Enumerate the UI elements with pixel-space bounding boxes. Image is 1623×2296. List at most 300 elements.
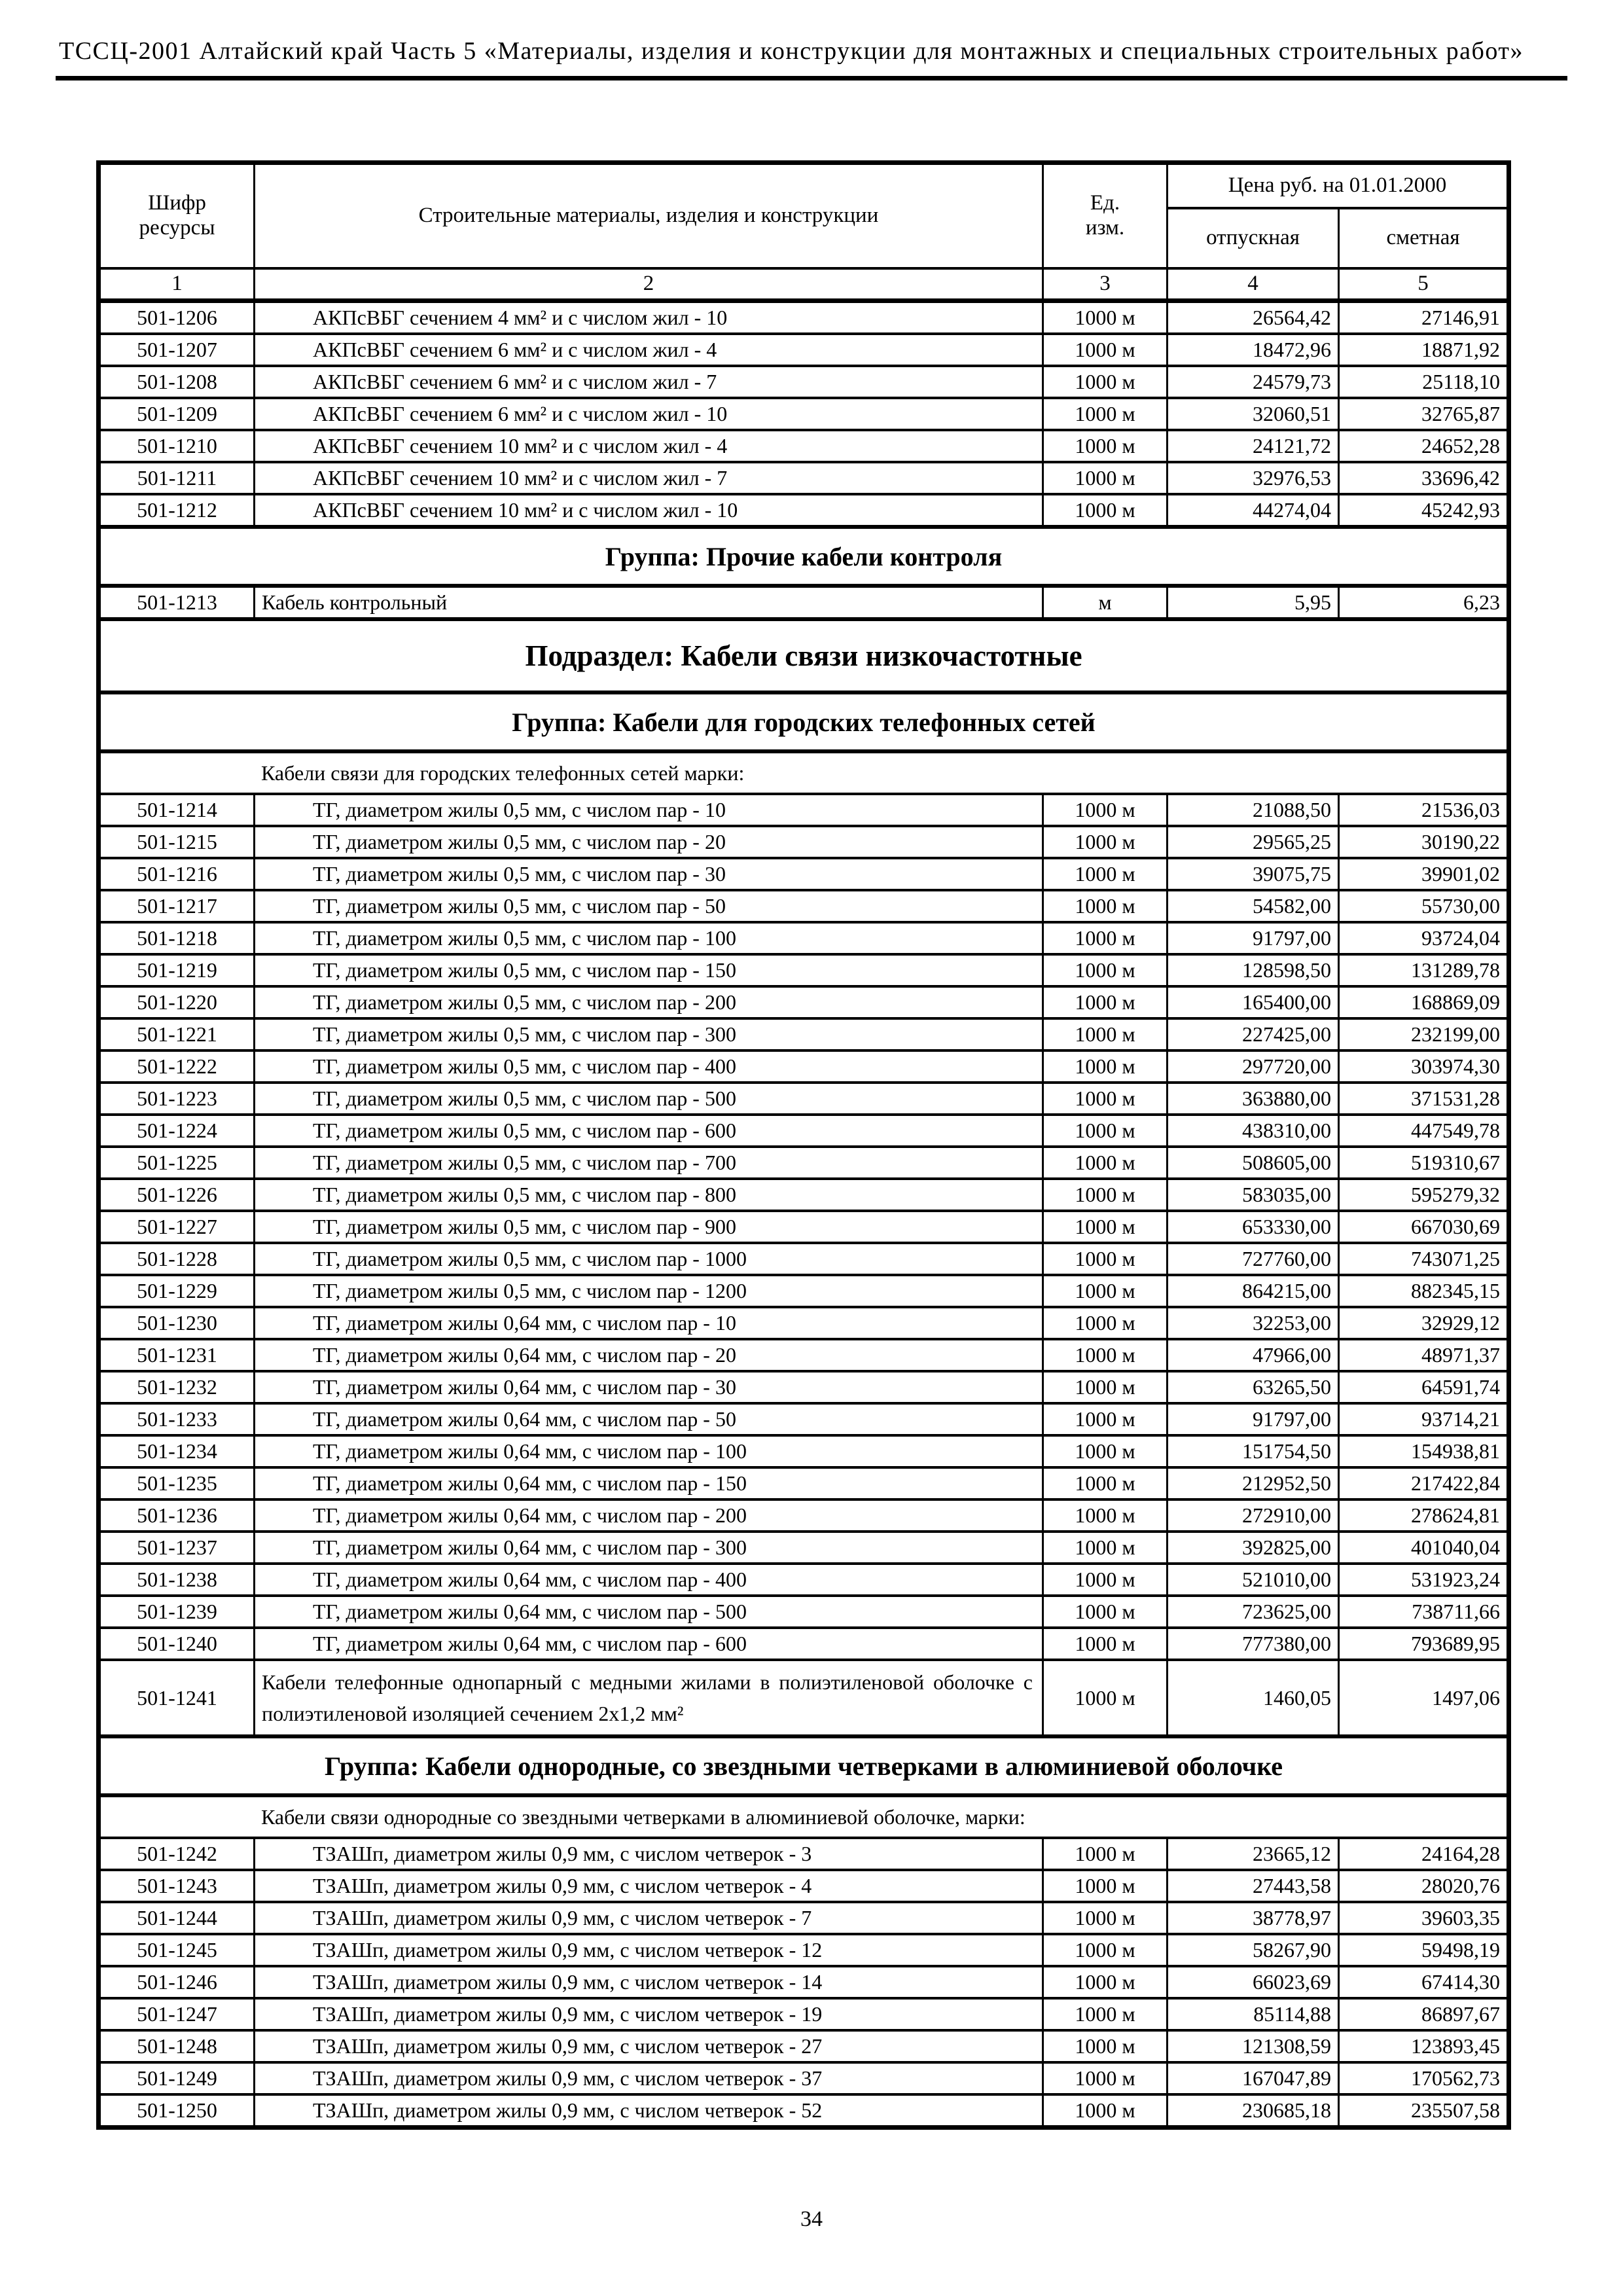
resource-code-cell: 501-1209	[99, 398, 255, 430]
unit-cell: 1000 м	[1043, 1499, 1168, 1532]
unit-cell: 1000 м	[1043, 1838, 1168, 1870]
resource-code-cell: 501-1223	[99, 1083, 255, 1115]
unit-cell: 1000 м	[1043, 1998, 1168, 2030]
table-row	[99, 1838, 1509, 1870]
price-est-cell: 39901,02	[1339, 858, 1509, 890]
resource-code-cell: 501-1249	[99, 2062, 255, 2094]
group-header-row	[99, 1736, 1509, 1795]
material-desc-cell: ТГ, диаметром жилы 0,5 мм, с числом пар - 20	[255, 826, 1043, 858]
group-header-row	[99, 527, 1509, 586]
price-est-cell: 447549,78	[1339, 1115, 1509, 1147]
price-sell-cell: 230685,18	[1168, 2094, 1339, 2128]
unit-cell: 1000 м	[1043, 334, 1168, 366]
material-desc-cell: ТЗАШп, диаметром жилы 0,9 мм, с числом четверок - 52	[255, 2094, 1043, 2128]
material-desc-cell: ТЗАШп, диаметром жилы 0,9 мм, с числом четверок - 37	[255, 2062, 1043, 2094]
material-desc-cell: АКПсВБГ сечением 6 мм² и с числом жил - 7	[255, 366, 1043, 398]
unit-cell: 1000 м	[1043, 430, 1168, 462]
document-title: ТССЦ-2001 Алтайский край Часть 5 «Материалы, изделия и конструкции для монтажных и специальных строительных работ»	[59, 37, 1524, 65]
note-title-cell: Кабели связи для городских телефонных сетей марки:	[99, 751, 1509, 794]
material-desc-cell: ТГ, диаметром жилы 0,5 мм, с числом пар - 800	[255, 1179, 1043, 1211]
unit-cell: 1000 м	[1043, 462, 1168, 494]
table-row	[99, 986, 1509, 1018]
table-row	[99, 1902, 1509, 1934]
table-row	[99, 1435, 1509, 1467]
column-number-row	[99, 268, 1509, 301]
unit-cell: 1000 м	[1043, 1870, 1168, 1902]
price-est-cell: 743071,25	[1339, 1243, 1509, 1275]
price-sell-cell: 63265,50	[1168, 1371, 1339, 1403]
table-row	[99, 334, 1509, 366]
unit-cell: 1000 м	[1043, 1050, 1168, 1083]
price-sell-cell: 165400,00	[1168, 986, 1339, 1018]
table-row	[99, 301, 1509, 334]
resource-code-cell: 501-1239	[99, 1596, 255, 1628]
table-row	[99, 1211, 1509, 1243]
table-row	[99, 1147, 1509, 1179]
material-desc-cell: ТГ, диаметром жилы 0,5 мм, с числом пар - 700	[255, 1147, 1043, 1179]
price-est-cell: 24652,28	[1339, 430, 1509, 462]
price-est-cell: 39603,35	[1339, 1902, 1509, 1934]
unit-cell: 1000 м	[1043, 794, 1168, 826]
unit-cell: 1000 м	[1043, 1902, 1168, 1934]
price-est-cell: 30190,22	[1339, 826, 1509, 858]
price-est-cell: 93714,21	[1339, 1403, 1509, 1435]
price-est-cell: 55730,00	[1339, 890, 1509, 922]
price-est-cell: 24164,28	[1339, 1838, 1509, 1870]
material-desc-cell: Кабель контрольный	[255, 586, 1043, 619]
material-desc-cell: ТГ, диаметром жилы 0,64 мм, с числом пар - 600	[255, 1628, 1043, 1660]
unit-cell: 1000 м	[1043, 1532, 1168, 1564]
material-desc-cell: ТГ, диаметром жилы 0,5 мм, с числом пар - 200	[255, 986, 1043, 1018]
table-row	[99, 1243, 1509, 1275]
column-header-price-sell: отпускная	[1168, 208, 1339, 268]
unit-cell: 1000 м	[1043, 2094, 1168, 2128]
unit-cell: 1000 м	[1043, 826, 1168, 858]
price-sell-cell: 653330,00	[1168, 1211, 1339, 1243]
table-row	[99, 1870, 1509, 1902]
material-desc-cell: ТЗАШп, диаметром жилы 0,9 мм, с числом четверок - 12	[255, 1934, 1043, 1966]
price-sell-cell: 44274,04	[1168, 494, 1339, 527]
unit-cell: 1000 м	[1043, 858, 1168, 890]
unit-cell: 1000 м	[1043, 954, 1168, 986]
price-sell-cell: 227425,00	[1168, 1018, 1339, 1050]
table-row	[99, 1371, 1509, 1403]
price-sell-cell: 1460,05	[1168, 1660, 1339, 1736]
price-est-cell: 6,23	[1339, 586, 1509, 619]
material-desc-cell: ТГ, диаметром жилы 0,64 мм, с числом пар - 300	[255, 1532, 1043, 1564]
price-est-cell: 32929,12	[1339, 1307, 1509, 1339]
price-sell-cell: 91797,00	[1168, 1403, 1339, 1435]
material-desc-cell: ТГ, диаметром жилы 0,5 мм, с числом пар - 150	[255, 954, 1043, 986]
header-row-top	[99, 163, 1509, 209]
unit-cell: 1000 м	[1043, 1147, 1168, 1179]
unit-cell: 1000 м	[1043, 1628, 1168, 1660]
table-row	[99, 2062, 1509, 2094]
price-sell-cell: 508605,00	[1168, 1147, 1339, 1179]
price-sell-cell: 58267,90	[1168, 1934, 1339, 1966]
page-number: 34	[800, 2207, 823, 2231]
price-sell-cell: 212952,50	[1168, 1467, 1339, 1499]
unit-cell: 1000 м	[1043, 1307, 1168, 1339]
table-row	[99, 1998, 1509, 2030]
price-sell-cell: 864215,00	[1168, 1275, 1339, 1307]
resource-code-cell: 501-1217	[99, 890, 255, 922]
price-est-cell: 21536,03	[1339, 794, 1509, 826]
price-est-cell: 45242,93	[1339, 494, 1509, 527]
table-row	[99, 890, 1509, 922]
price-est-cell: 67414,30	[1339, 1966, 1509, 1998]
price-est-cell: 667030,69	[1339, 1211, 1509, 1243]
unit-cell: 1000 м	[1043, 1179, 1168, 1211]
unit-cell: 1000 м	[1043, 1966, 1168, 1998]
price-est-cell: 33696,42	[1339, 462, 1509, 494]
unit-cell: 1000 м	[1043, 1934, 1168, 1966]
note-header-row	[99, 1795, 1509, 1838]
unit-cell: 1000 м	[1043, 1243, 1168, 1275]
material-desc-cell: ТГ, диаметром жилы 0,5 мм, с числом пар - 100	[255, 922, 1043, 954]
resource-code-cell: 501-1231	[99, 1339, 255, 1371]
table-row	[99, 2094, 1509, 2128]
unit-cell: 1000 м	[1043, 398, 1168, 430]
material-desc-cell: ТГ, диаметром жилы 0,5 мм, с числом пар - 50	[255, 890, 1043, 922]
resource-code-cell: 501-1248	[99, 2030, 255, 2062]
resource-code-cell: 501-1235	[99, 1467, 255, 1499]
resource-code-cell: 501-1216	[99, 858, 255, 890]
table-row	[99, 1628, 1509, 1660]
table-row	[99, 1966, 1509, 1998]
price-est-cell: 27146,91	[1339, 301, 1509, 334]
material-desc-cell: ТГ, диаметром жилы 0,5 мм, с числом пар - 400	[255, 1050, 1043, 1083]
price-sell-cell: 27443,58	[1168, 1870, 1339, 1902]
resource-code-cell: 501-1244	[99, 1902, 255, 1934]
price-est-cell: 123893,45	[1339, 2030, 1509, 2062]
note-title-cell: Кабели связи однородные со звездными четверками в алюминиевой оболочке, марки:	[99, 1795, 1509, 1838]
material-desc-cell: АКПсВБГ сечением 4 мм² и с числом жил - 10	[255, 301, 1043, 334]
unit-cell: 1000 м	[1043, 890, 1168, 922]
subsection-header-row	[99, 619, 1509, 692]
price-est-cell: 86897,67	[1339, 1998, 1509, 2030]
material-desc-cell: ТГ, диаметром жилы 0,5 мм, с числом пар - 10	[255, 794, 1043, 826]
price-sell-cell: 723625,00	[1168, 1596, 1339, 1628]
group-header-row	[99, 692, 1509, 751]
resource-code-cell: 501-1208	[99, 366, 255, 398]
price-sell-cell: 128598,50	[1168, 954, 1339, 986]
material-desc-cell: ТГ, диаметром жилы 0,64 мм, с числом пар - 100	[255, 1435, 1043, 1467]
table-row	[99, 1596, 1509, 1628]
resource-code-cell: 501-1214	[99, 794, 255, 826]
unit-cell: 1000 м	[1043, 922, 1168, 954]
material-desc-cell: ТГ, диаметром жилы 0,64 мм, с числом пар - 400	[255, 1564, 1043, 1596]
table-row	[99, 1083, 1509, 1115]
table-row	[99, 794, 1509, 826]
table-row	[99, 366, 1509, 398]
column-header-materials: Строительные материалы, изделия и конструкции	[255, 163, 1043, 269]
column-number-1: 1	[99, 268, 255, 301]
group-title-cell: Группа: Прочие кабели контроля	[99, 527, 1509, 586]
material-desc-cell: АКПсВБГ сечением 10 мм² и с числом жил - 4	[255, 430, 1043, 462]
unit-cell: 1000 м	[1043, 2030, 1168, 2062]
price-sell-cell: 438310,00	[1168, 1115, 1339, 1147]
price-sell-cell: 32253,00	[1168, 1307, 1339, 1339]
price-sell-cell: 521010,00	[1168, 1564, 1339, 1596]
column-number-4: 4	[1168, 268, 1339, 301]
column-number-3: 3	[1043, 268, 1168, 301]
unit-cell: 1000 м	[1043, 1435, 1168, 1467]
resource-code-cell: 501-1228	[99, 1243, 255, 1275]
column-header-price-est: сметная	[1339, 208, 1509, 268]
price-est-cell: 168869,09	[1339, 986, 1509, 1018]
unit-cell: 1000 м	[1043, 1371, 1168, 1403]
price-sell-cell: 38778,97	[1168, 1902, 1339, 1934]
price-est-cell: 32765,87	[1339, 398, 1509, 430]
table-row	[99, 398, 1509, 430]
material-desc-cell: ТГ, диаметром жилы 0,64 мм, с числом пар - 50	[255, 1403, 1043, 1435]
price-est-cell: 235507,58	[1339, 2094, 1509, 2128]
price-sell-cell: 727760,00	[1168, 1243, 1339, 1275]
table-row	[99, 1564, 1509, 1596]
table-row	[99, 586, 1509, 619]
unit-cell: 1000 м	[1043, 1403, 1168, 1435]
resource-code-cell: 501-1206	[99, 301, 255, 334]
table-row	[99, 1179, 1509, 1211]
column-header-unit: Ед. изм.	[1043, 163, 1168, 269]
price-sell-cell: 272910,00	[1168, 1499, 1339, 1532]
resource-code-cell: 501-1220	[99, 986, 255, 1018]
resource-code-cell: 501-1238	[99, 1564, 255, 1596]
resource-code-cell: 501-1218	[99, 922, 255, 954]
resource-code-cell: 501-1221	[99, 1018, 255, 1050]
price-sell-cell: 54582,00	[1168, 890, 1339, 922]
resource-code-cell: 501-1242	[99, 1838, 255, 1870]
price-sell-cell: 23665,12	[1168, 1838, 1339, 1870]
resource-code-cell: 501-1210	[99, 430, 255, 462]
resource-code-cell: 501-1237	[99, 1532, 255, 1564]
resource-code-cell: 501-1241	[99, 1660, 255, 1736]
column-header-code: Шифр ресурсы	[99, 163, 255, 269]
material-desc-cell: ТЗАШп, диаметром жилы 0,9 мм, с числом четверок - 3	[255, 1838, 1043, 1870]
price-sell-cell: 18472,96	[1168, 334, 1339, 366]
unit-cell: 1000 м	[1043, 1467, 1168, 1499]
resource-code-cell: 501-1213	[99, 586, 255, 619]
subsection-title-cell: Подраздел: Кабели связи низкочастотные	[99, 619, 1509, 692]
price-est-cell: 519310,67	[1339, 1147, 1509, 1179]
resource-code-cell: 501-1225	[99, 1147, 255, 1179]
price-table-body	[99, 301, 1509, 2128]
header-divider	[56, 76, 1567, 81]
resource-code-cell: 501-1215	[99, 826, 255, 858]
unit-cell: 1000 м	[1043, 301, 1168, 334]
price-sell-cell: 85114,88	[1168, 1998, 1339, 2030]
unit-cell: 1000 м	[1043, 1211, 1168, 1243]
resource-code-cell: 501-1234	[99, 1435, 255, 1467]
material-desc-cell: ТГ, диаметром жилы 0,5 мм, с числом пар - 1200	[255, 1275, 1043, 1307]
resource-code-cell: 501-1247	[99, 1998, 255, 2030]
price-sell-cell: 29565,25	[1168, 826, 1339, 858]
price-est-cell: 154938,81	[1339, 1435, 1509, 1467]
unit-cell: 1000 м	[1043, 494, 1168, 527]
resource-code-cell: 501-1224	[99, 1115, 255, 1147]
price-est-cell: 28020,76	[1339, 1870, 1509, 1902]
unit-cell: 1000 м	[1043, 1660, 1168, 1736]
resource-code-cell: 501-1243	[99, 1870, 255, 1902]
table-row	[99, 1403, 1509, 1435]
price-sell-cell: 121308,59	[1168, 2030, 1339, 2062]
unit-cell: 1000 м	[1043, 1115, 1168, 1147]
material-desc-cell: ТГ, диаметром жилы 0,64 мм, с числом пар - 200	[255, 1499, 1043, 1532]
resource-code-cell: 501-1222	[99, 1050, 255, 1083]
material-desc-cell: ТГ, диаметром жилы 0,5 мм, с числом пар - 500	[255, 1083, 1043, 1115]
table-row	[99, 1934, 1509, 1966]
unit-cell: 1000 м	[1043, 1596, 1168, 1628]
price-sell-cell: 26564,42	[1168, 301, 1339, 334]
table-row	[99, 1018, 1509, 1050]
material-desc-cell: ТЗАШп, диаметром жилы 0,9 мм, с числом четверок - 4	[255, 1870, 1043, 1902]
table-row	[99, 1307, 1509, 1339]
price-table	[96, 160, 1511, 2130]
price-sell-cell: 32060,51	[1168, 398, 1339, 430]
price-est-cell: 738711,66	[1339, 1596, 1509, 1628]
material-desc-cell: ТГ, диаметром жилы 0,5 мм, с числом пар - 1000	[255, 1243, 1043, 1275]
unit-cell: 1000 м	[1043, 366, 1168, 398]
unit-cell: м	[1043, 586, 1168, 619]
material-desc-cell: ТГ, диаметром жилы 0,64 мм, с числом пар - 20	[255, 1339, 1043, 1371]
resource-code-cell: 501-1245	[99, 1934, 255, 1966]
material-desc-cell: АКПсВБГ сечением 6 мм² и с числом жил - 4	[255, 334, 1043, 366]
price-sell-cell: 66023,69	[1168, 1966, 1339, 1998]
resource-code-cell: 501-1230	[99, 1307, 255, 1339]
price-est-cell: 25118,10	[1339, 366, 1509, 398]
price-sell-cell: 24121,72	[1168, 430, 1339, 462]
table-row	[99, 826, 1509, 858]
price-est-cell: 401040,04	[1339, 1532, 1509, 1564]
price-est-cell: 278624,81	[1339, 1499, 1509, 1532]
price-est-cell: 48971,37	[1339, 1339, 1509, 1371]
material-desc-cell: ТГ, диаметром жилы 0,5 мм, с числом пар - 900	[255, 1211, 1043, 1243]
price-sell-cell: 392825,00	[1168, 1532, 1339, 1564]
resource-code-cell: 501-1232	[99, 1371, 255, 1403]
material-desc-cell: ТГ, диаметром жилы 0,64 мм, с числом пар - 500	[255, 1596, 1043, 1628]
resource-code-cell: 501-1246	[99, 1966, 255, 1998]
material-desc-cell: ТЗАШп, диаметром жилы 0,9 мм, с числом четверок - 14	[255, 1966, 1043, 1998]
resource-code-cell: 501-1250	[99, 2094, 255, 2128]
resource-code-cell: 501-1233	[99, 1403, 255, 1435]
table-row	[99, 1115, 1509, 1147]
table-row	[99, 922, 1509, 954]
material-desc-cell: АКПсВБГ сечением 10 мм² и с числом жил - 10	[255, 494, 1043, 527]
unit-cell: 1000 м	[1043, 1018, 1168, 1050]
unit-cell: 1000 м	[1043, 1339, 1168, 1371]
price-sell-cell: 21088,50	[1168, 794, 1339, 826]
price-sell-cell: 363880,00	[1168, 1083, 1339, 1115]
resource-code-cell: 501-1227	[99, 1211, 255, 1243]
price-est-cell: 1497,06	[1339, 1660, 1509, 1736]
table-row	[99, 1532, 1509, 1564]
table-row	[99, 494, 1509, 527]
column-header-price-group: Цена руб. на 01.01.2000	[1168, 163, 1509, 209]
table-row	[99, 1275, 1509, 1307]
resource-code-cell: 501-1211	[99, 462, 255, 494]
note-header-row	[99, 751, 1509, 794]
price-sell-cell: 32976,53	[1168, 462, 1339, 494]
resource-code-cell: 501-1229	[99, 1275, 255, 1307]
unit-cell: 1000 м	[1043, 1083, 1168, 1115]
material-desc-cell: ТЗАШп, диаметром жилы 0,9 мм, с числом четверок - 27	[255, 2030, 1043, 2062]
price-est-cell: 303974,30	[1339, 1050, 1509, 1083]
resource-code-cell: 501-1240	[99, 1628, 255, 1660]
price-sell-cell: 91797,00	[1168, 922, 1339, 954]
material-desc-cell: Кабели телефонные однопарный с медными жилами в полиэтиленовой оболочке с полиэтиленовой изоляцией сечением 2х1,2 мм²	[255, 1660, 1043, 1736]
price-table-header	[99, 163, 1509, 301]
table-row	[99, 462, 1509, 494]
table-row	[99, 858, 1509, 890]
group-title-cell: Группа: Кабели для городских телефонных сетей	[99, 692, 1509, 751]
material-desc-cell: ТЗАШп, диаметром жилы 0,9 мм, с числом четверок - 19	[255, 1998, 1043, 2030]
price-est-cell: 59498,19	[1339, 1934, 1509, 1966]
material-desc-cell: ТГ, диаметром жилы 0,64 мм, с числом пар - 10	[255, 1307, 1043, 1339]
price-est-cell: 64591,74	[1339, 1371, 1509, 1403]
resource-code-cell: 501-1212	[99, 494, 255, 527]
material-desc-cell: АКПсВБГ сечением 10 мм² и с числом жил - 7	[255, 462, 1043, 494]
table-row	[99, 1660, 1509, 1736]
price-est-cell: 882345,15	[1339, 1275, 1509, 1307]
price-sell-cell: 777380,00	[1168, 1628, 1339, 1660]
unit-cell: 1000 м	[1043, 1275, 1168, 1307]
price-sell-cell: 24579,73	[1168, 366, 1339, 398]
table-row	[99, 2030, 1509, 2062]
price-est-cell: 18871,92	[1339, 334, 1509, 366]
price-sell-cell: 167047,89	[1168, 2062, 1339, 2094]
price-est-cell: 93724,04	[1339, 922, 1509, 954]
price-est-cell: 793689,95	[1339, 1628, 1509, 1660]
table-row	[99, 1339, 1509, 1371]
price-sell-cell: 47966,00	[1168, 1339, 1339, 1371]
price-est-cell: 595279,32	[1339, 1179, 1509, 1211]
resource-code-cell: 501-1207	[99, 334, 255, 366]
column-number-2: 2	[255, 268, 1043, 301]
unit-cell: 1000 м	[1043, 2062, 1168, 2094]
resource-code-cell: 501-1226	[99, 1179, 255, 1211]
material-desc-cell: ТЗАШп, диаметром жилы 0,9 мм, с числом четверок - 7	[255, 1902, 1043, 1934]
material-desc-cell: АКПсВБГ сечением 6 мм² и с числом жил - 10	[255, 398, 1043, 430]
price-sell-cell: 583035,00	[1168, 1179, 1339, 1211]
price-est-cell: 217422,84	[1339, 1467, 1509, 1499]
price-sell-cell: 5,95	[1168, 586, 1339, 619]
price-est-cell: 232199,00	[1339, 1018, 1509, 1050]
table-row	[99, 954, 1509, 986]
table-row	[99, 1050, 1509, 1083]
price-est-cell: 170562,73	[1339, 2062, 1509, 2094]
material-desc-cell: ТГ, диаметром жилы 0,5 мм, с числом пар - 300	[255, 1018, 1043, 1050]
price-sell-cell: 39075,75	[1168, 858, 1339, 890]
price-sell-cell: 297720,00	[1168, 1050, 1339, 1083]
material-desc-cell: ТГ, диаметром жилы 0,5 мм, с числом пар - 30	[255, 858, 1043, 890]
price-est-cell: 131289,78	[1339, 954, 1509, 986]
price-est-cell: 371531,28	[1339, 1083, 1509, 1115]
table-row	[99, 1499, 1509, 1532]
column-number-5: 5	[1339, 268, 1509, 301]
resource-code-cell: 501-1236	[99, 1499, 255, 1532]
material-desc-cell: ТГ, диаметром жилы 0,64 мм, с числом пар - 30	[255, 1371, 1043, 1403]
table-row	[99, 430, 1509, 462]
price-sell-cell: 151754,50	[1168, 1435, 1339, 1467]
resource-code-cell: 501-1219	[99, 954, 255, 986]
group-title-cell: Группа: Кабели однородные, со звездными четверками в алюминиевой оболочке	[99, 1736, 1509, 1795]
table-row	[99, 1467, 1509, 1499]
material-desc-cell: ТГ, диаметром жилы 0,64 мм, с числом пар - 150	[255, 1467, 1043, 1499]
price-est-cell: 531923,24	[1339, 1564, 1509, 1596]
unit-cell: 1000 м	[1043, 1564, 1168, 1596]
unit-cell: 1000 м	[1043, 986, 1168, 1018]
